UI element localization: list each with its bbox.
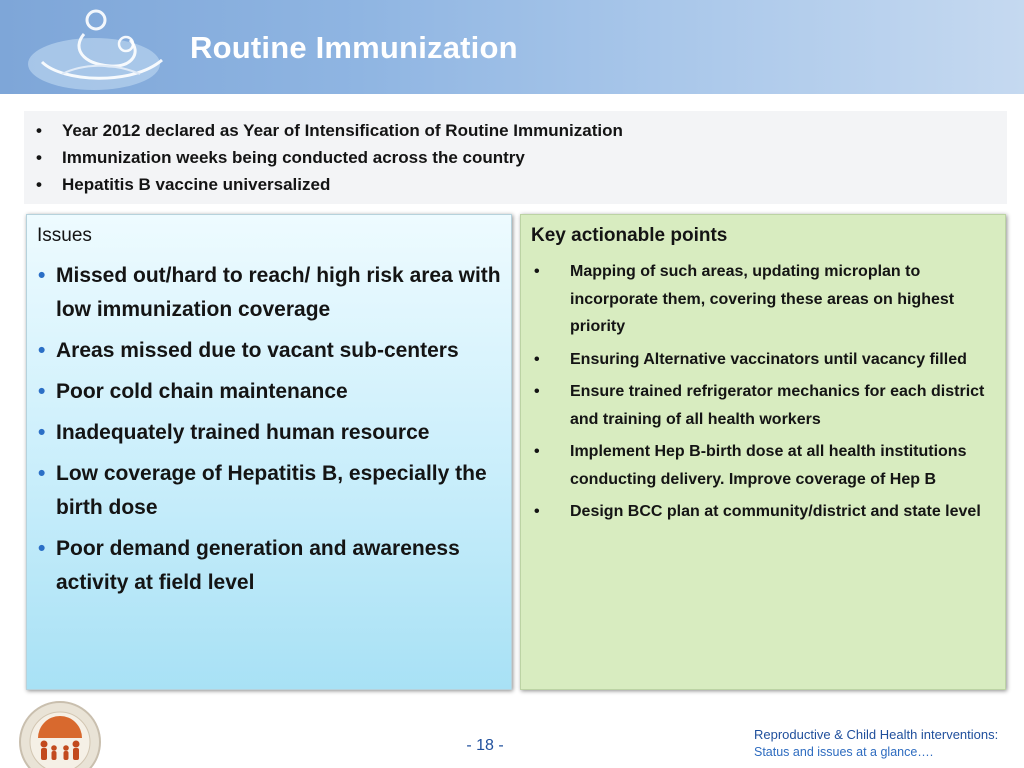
action-item: • Ensure trained refrigerator mechanics for each district and training of all health workers (531, 378, 991, 433)
highlight-item: • Hepatitis B vaccine universalized (36, 174, 623, 201)
action-item: • Implement Hep B-birth dose at all health institutions conducting delivery. Improve coverage of Hep B (531, 438, 991, 493)
actions-panel (520, 214, 1006, 690)
highlight-item: • Year 2012 declared as Year of Intensification of Routine Immunization (36, 120, 623, 147)
highlights-list (36, 120, 623, 201)
mother-child-logo-icon (22, 4, 182, 92)
action-item: • Mapping of such areas, updating microplan to incorporate them, covering these areas on highest priority (531, 258, 991, 341)
actions-list (531, 258, 991, 531)
issue-item: • Poor cold chain maintenance (37, 375, 507, 409)
action-item: • Design BCC plan at community/district and state level (531, 498, 991, 526)
issue-item: • Inadequately trained human resource (37, 416, 507, 450)
issues-heading: Issues (37, 225, 92, 246)
highlights-box (24, 111, 1007, 204)
issue-item: • Low coverage of Hepatitis B, especially the birth dose (37, 457, 507, 525)
issues-list (37, 259, 507, 607)
footer-title: Reproductive & Child Health interventions: (754, 727, 999, 742)
slide-header (0, 0, 1024, 94)
issue-item: • Areas missed due to vacant sub-centers (37, 334, 507, 368)
page-title: Routine Immunization (190, 30, 518, 65)
issue-item: • Poor demand generation and awareness activity at field level (37, 532, 507, 600)
page-number: - 18 - (466, 737, 504, 754)
family-welfare-emblem-icon (14, 698, 108, 768)
action-item: • Ensuring Alternative vaccinators until vacancy filled (531, 346, 991, 374)
actions-heading: Key actionable points (531, 225, 728, 246)
issues-panel (26, 214, 512, 690)
highlight-item: • Immunization weeks being conducted across the country (36, 147, 623, 174)
footer-subtitle: Status and issues at a glance…. (754, 745, 934, 759)
issue-item: • Missed out/hard to reach/ high risk area with low immunization coverage (37, 259, 507, 327)
